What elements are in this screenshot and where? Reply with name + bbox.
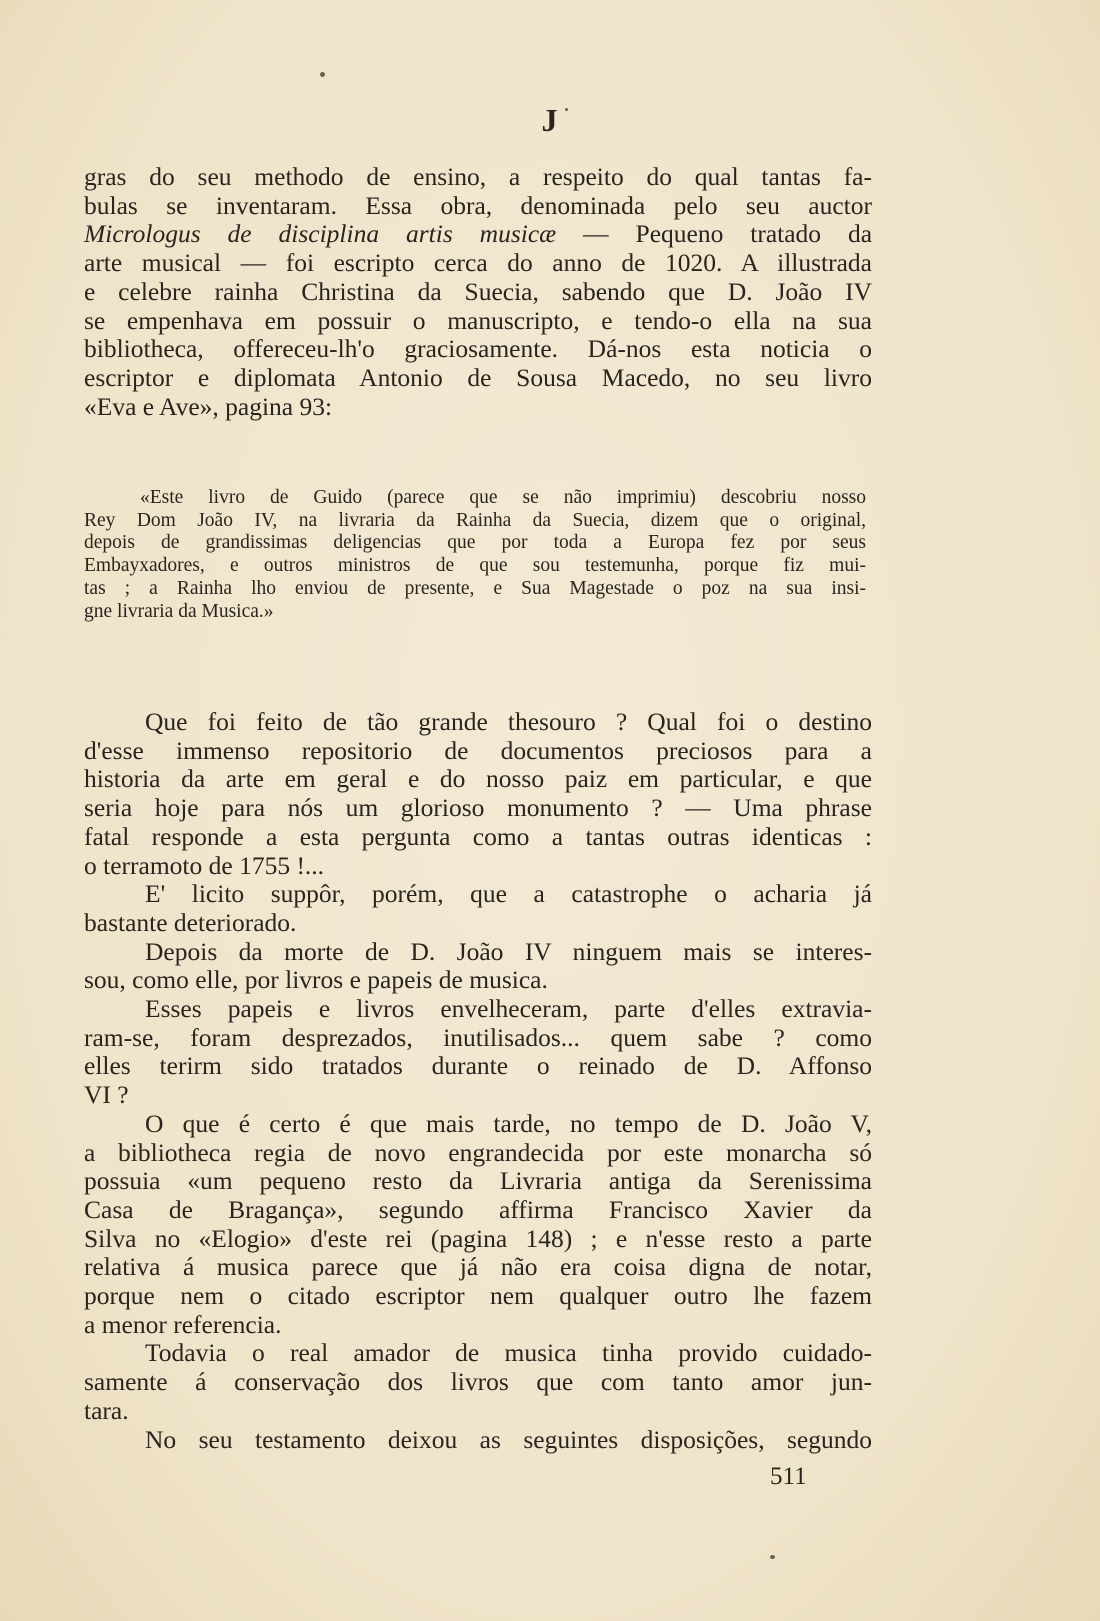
text-line: porque nem o citado escriptor nem qualquer outro lhe fazem (84, 1281, 872, 1311)
text-line: e celebre rainha Christina da Suecia, sabendo que D. João IV (84, 276, 872, 306)
text-line: se empenhava em possuir o manuscripto, e tendo-o ella na sua (84, 305, 872, 335)
paragraph (84, 708, 872, 880)
quote-line: «Este livro de Guido (parece que se não imprimiu) descobriu nosso (140, 487, 866, 508)
text-line: fatal responde a esta pergunta como a tantas outras identicas : (84, 821, 872, 851)
text-line: tara. (84, 1395, 129, 1425)
quote-line: Rey Dom João IV, na livraria da Rainha da Suecia, dizem que o original, (84, 509, 866, 531)
text-line: o terramoto de 1755 !... (84, 850, 325, 880)
opening-paragraph (84, 163, 872, 421)
text-line: ram-se, foram desprezados, inutilisados... quem sabe ? como (84, 1022, 872, 1052)
paragraph (84, 938, 872, 995)
text-line: d'esse immenso repositorio de documentos preciosos para a (84, 735, 872, 765)
paragraph (84, 1110, 872, 1340)
body-text (84, 708, 872, 1454)
text-line: samente á conservação dos livros que com tanto amor jun- (84, 1367, 872, 1397)
page-header-mark: J (541, 102, 559, 138)
text-line: Casa de Bragança», segundo affirma Francisco Xavier da (84, 1194, 872, 1224)
text-line: seria hoje para nós um glorioso monumento ? — Uma phrase (84, 793, 872, 823)
text-line: VI ? (84, 1080, 129, 1110)
text-line: No seu testamento deixou as seguintes disposições, segundo (145, 1424, 872, 1454)
text-line: historia da arte em geral e do nosso paiz em particular, e que (84, 764, 872, 794)
text-line: arte musical — foi escripto cerca do anno de 1020. A illustrada (84, 248, 872, 278)
text-line: gras do seu methodo de ensino, a respeito do qual tantas fa- (84, 162, 872, 191)
text-line: possuia «um pequeno resto da Livraria antiga da Serenissima (84, 1166, 872, 1196)
paragraph (84, 1426, 872, 1455)
text-line: sou, como elle, por livros e papeis de musica. (84, 965, 548, 995)
text-line: Silva no «Elogio» d'este rei (pagina 148) ; e n'esse resto a parte (84, 1223, 872, 1253)
paragraph (84, 880, 872, 937)
text-line: a menor referencia. (84, 1309, 282, 1339)
text-line: Que foi feito de tão grande thesouro ? Qual foi o destino (145, 707, 872, 736)
text-line: bibliotheca, offereceu-lh'o graciosamente. Dá-nos esta noticia o (84, 334, 872, 364)
quote-line: tas ; a Rainha lho enviou de presente, e Sua Magestade o poz na sua insi- (84, 577, 866, 599)
block-quote (84, 487, 866, 623)
text-line: E' licito suppôr, porém, que a catastrophe o acharia já (145, 879, 872, 909)
paragraph (84, 995, 872, 1110)
quote-line: Embayxadores, e outros ministros de que sou testemunha, porque fiz mui- (84, 555, 866, 577)
text-line: «Eva e Ave», pagina 93: (84, 391, 333, 421)
text-line: bastante deteriorado. (84, 907, 297, 937)
text-line: Todavia o real amador de musica tinha provido cuidado- (145, 1338, 872, 1368)
text-line: Esses papeis e livros envelheceram, parte d'elles extravia- (145, 994, 872, 1024)
latin-title: Micrologus de disciplina artis musicæ (84, 219, 557, 249)
ink-speck (770, 1555, 775, 1559)
text-line: bulas se inventaram. Essa obra, denominada pelo seu auctor (84, 190, 872, 220)
text-line: escriptor e diplomata Antonio de Sousa Macedo, no seu livro (84, 362, 872, 392)
text-line: Micrologus de disciplina artis musicæ — Pequeno tratado da (84, 219, 873, 249)
text-line: relativa á musica parece que já não era coisa digna de notar, (84, 1252, 872, 1282)
ink-speck (320, 72, 325, 77)
paragraph (84, 1339, 872, 1425)
text-line: O que é certo é que mais tarde, no tempo de D. João V, (145, 1108, 872, 1138)
page-number: 511 (770, 1463, 807, 1490)
text-line: a bibliotheca regia de novo engrandecida por este monarcha só (84, 1137, 872, 1167)
quote-line: depois de grandissimas deligencias que por toda a Europa fez por seus (84, 532, 866, 554)
text-line: elles terirm sido tratados durante o reinado de D. Affonso (84, 1051, 872, 1081)
quote-line: gne livraria da Musica.» (84, 600, 274, 622)
text-line: Depois da morte de D. João IV ninguem mais se interes- (145, 936, 872, 966)
